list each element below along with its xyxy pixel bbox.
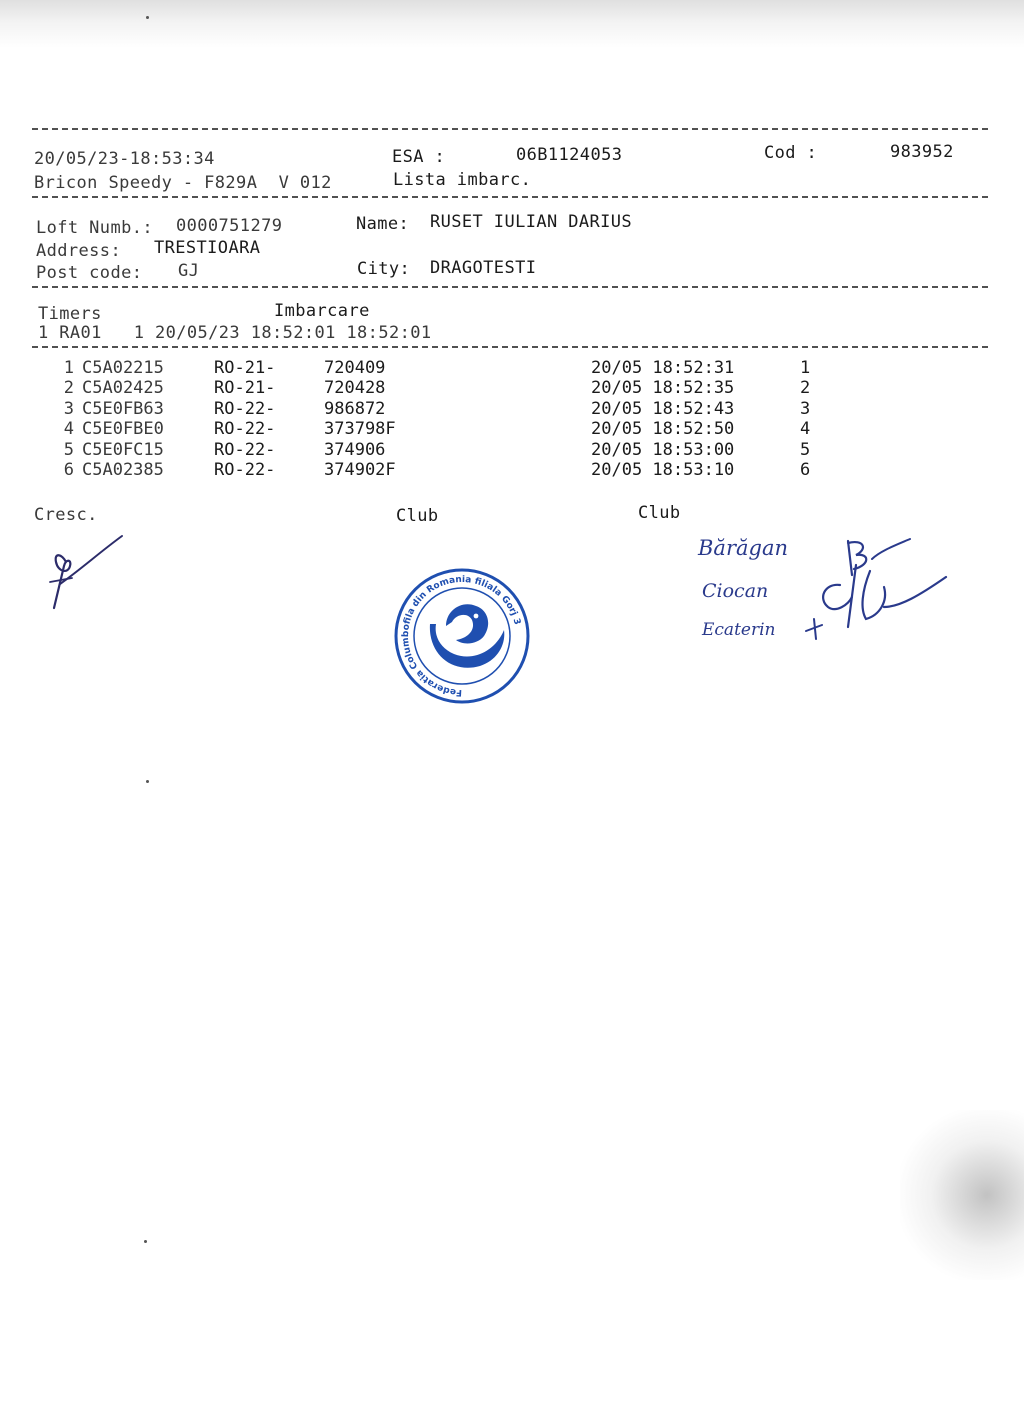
list-title: Lista imbarc. (393, 170, 532, 190)
ring-number: 720428 (324, 378, 386, 399)
boarding-time: 20/05 18:52:50 (591, 419, 735, 440)
table-row (54, 419, 834, 439)
position-number: 2 (800, 378, 811, 399)
row-number: 1 (63, 358, 74, 378)
ring-prefix: RO-21- (214, 378, 276, 399)
separator-line (32, 196, 988, 198)
scan-edge-shadow (0, 0, 1024, 48)
position-number: 6 (800, 459, 811, 480)
club-label-left: Club (396, 506, 439, 526)
chip-code: C5A02425 (82, 378, 164, 399)
scan-speck (144, 1240, 147, 1243)
position-number: 5 (800, 439, 811, 460)
loft-number: 0000751279 (176, 216, 283, 236)
loft-label: Loft Numb.: (36, 218, 153, 238)
name-label: Name: (356, 214, 410, 234)
scan-speck (146, 16, 149, 19)
birds-table (54, 358, 834, 480)
club-officials-signature (800, 535, 950, 645)
row-number: 3 (63, 398, 74, 419)
cresc-label: Cresc. (34, 505, 98, 525)
address-label: Address: (36, 241, 122, 261)
separator-line (32, 128, 988, 130)
chip-code: C5E0FC15 (82, 439, 164, 460)
ring-prefix: RO-21- (214, 358, 276, 378)
handwritten-line-3: Ecaterin (702, 620, 776, 640)
separator-line (32, 286, 988, 288)
fancier-name: RUSET IULIAN DARIUS (430, 212, 633, 232)
position-number: 4 (800, 419, 811, 440)
cod-value: 983952 (890, 142, 954, 162)
ring-number: 720409 (324, 358, 386, 378)
club-label-right: Club (638, 503, 681, 523)
ring-prefix: RO-22- (214, 419, 276, 440)
address-value: TRESTIOARA (154, 238, 261, 258)
table-row (54, 460, 834, 480)
timer-entry: 1 RA01 1 20/05/23 18:52:01 18:52:01 (38, 323, 432, 343)
chip-code: C5A02385 (82, 459, 164, 480)
position-number: 1 (800, 358, 811, 378)
esa-value: 06B1124053 (516, 145, 623, 165)
table-row (54, 358, 834, 378)
ring-prefix: RO-22- (214, 459, 276, 480)
row-number: 4 (63, 419, 74, 440)
boarding-time: 20/05 18:52:35 (591, 378, 735, 399)
ring-number: 374906 (324, 439, 386, 460)
device-info: Bricon Speedy - F829A V 012 (34, 173, 332, 193)
imbarcare-label: Imbarcare (274, 301, 370, 321)
boarding-time: 20/05 18:53:00 (591, 439, 735, 460)
handwritten-line-2: Ciocan (702, 580, 769, 602)
ring-number: 373798F (324, 419, 396, 440)
boarding-time: 20/05 18:53:10 (591, 459, 735, 480)
cod-label: Cod : (764, 143, 818, 163)
ring-number: 986872 (324, 398, 386, 419)
fancier-signature (40, 532, 136, 616)
ring-prefix: RO-22- (214, 398, 276, 419)
scan-shadow (900, 1110, 1024, 1280)
table-row (54, 399, 834, 419)
club-stamp (388, 566, 536, 706)
boarding-time: 20/05 18:52:31 (591, 358, 735, 378)
esa-label: ESA : (392, 147, 446, 167)
city-value: DRAGOTESTI (430, 258, 537, 278)
timers-label: Timers (38, 304, 102, 324)
table-row (54, 378, 834, 398)
boarding-time: 20/05 18:52:43 (591, 398, 735, 419)
position-number: 3 (800, 398, 811, 419)
chip-code: C5A02215 (82, 358, 164, 378)
scan-speck (146, 780, 149, 783)
table-row (54, 440, 834, 460)
ring-number: 374902F (324, 459, 396, 480)
row-number: 2 (63, 378, 74, 399)
print-datetime: 20/05/23-18:53:34 (34, 149, 215, 169)
postcode-value: GJ (178, 261, 200, 281)
row-number: 6 (63, 459, 74, 480)
city-label: City: (357, 259, 411, 279)
chip-code: C5E0FB63 (82, 398, 164, 419)
postcode-label: Post code: (36, 263, 143, 283)
handwritten-line-1: Bărăgan (698, 536, 788, 560)
ring-prefix: RO-22- (214, 439, 276, 460)
row-number: 5 (63, 439, 74, 460)
chip-code: C5E0FBE0 (82, 419, 164, 440)
stamp-text: Federatia Columbofila din Romania filiala Gorj 3 (400, 574, 522, 698)
separator-line (32, 346, 988, 348)
